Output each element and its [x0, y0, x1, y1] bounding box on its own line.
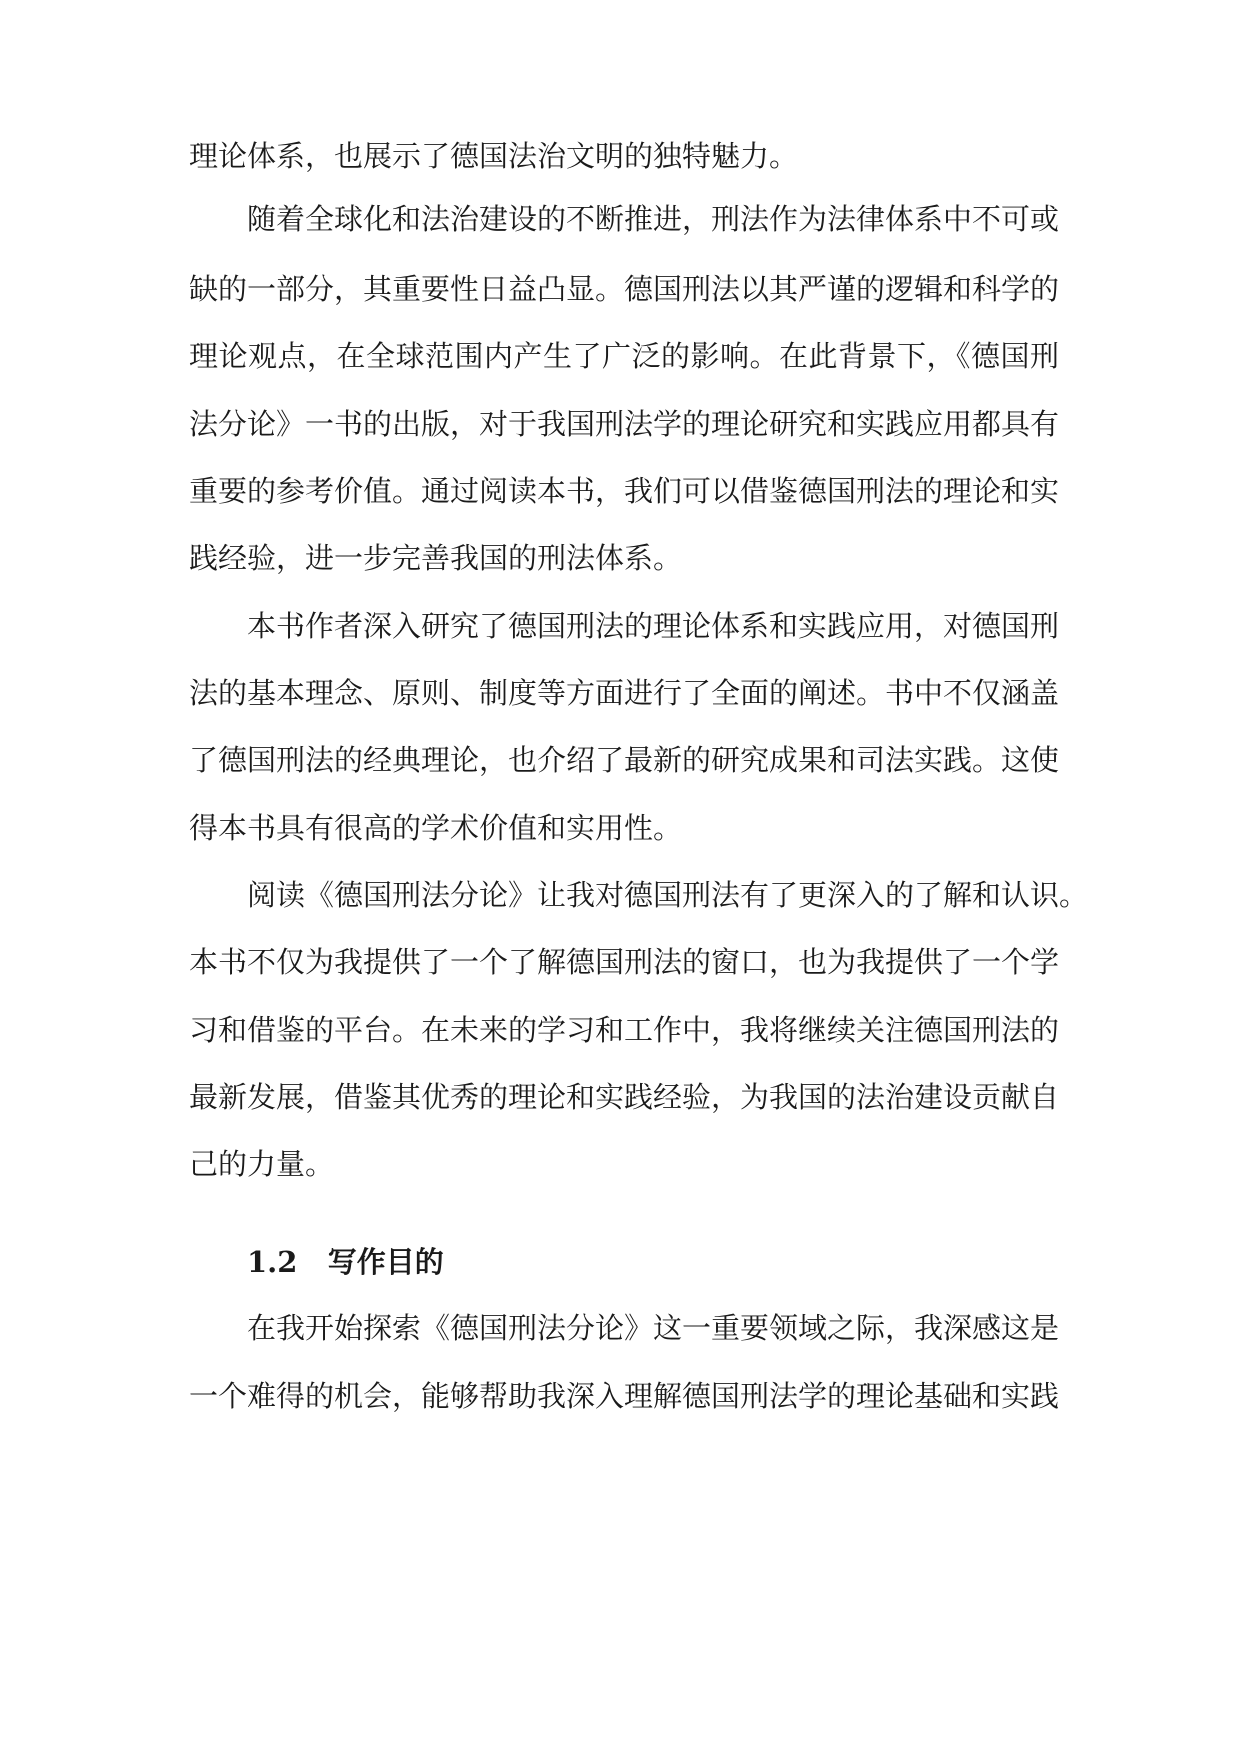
paragraph-line: 理论体系，也展示了德国法治文明的独特魅力。: [189, 139, 799, 173]
paragraph-line: 缺的一部分，其重要性日益凸显。德国刑法以其严谨的逻辑和科学的: [189, 272, 1060, 306]
paragraph-line: 一个难得的机会，能够帮助我深入理解德国刑法学的理论基础和实践: [189, 1379, 1060, 1413]
paragraph-line: 本书作者深入研究了德国刑法的理论体系和实践应用，对德国刑: [247, 609, 1060, 643]
paragraph-line: 得本书具有很高的学术价值和实用性。: [189, 811, 683, 845]
paragraph-line: 最新发展，借鉴其优秀的理论和实践经验，为我国的法治建设贡献自: [189, 1080, 1060, 1114]
section-number: 1.2: [247, 1245, 298, 1279]
paragraph-line: 阅读《德国刑法分论》让我对德国刑法有了更深入的了解和认识。: [247, 878, 1089, 912]
paragraph-line: 重要的参考价值。通过阅读本书，我们可以借鉴德国刑法的理论和实: [189, 474, 1060, 508]
paragraph-line: 了德国刑法的经典理论，也介绍了最新的研究成果和司法实践。这使: [189, 743, 1060, 777]
paragraph-line: 习和借鉴的平台。在未来的学习和工作中，我将继续关注德国刑法的: [189, 1013, 1060, 1047]
paragraph-line: 随着全球化和法治建设的不断推进，刑法作为法律体系中不可或: [247, 202, 1060, 236]
paragraph-line: 践经验，进一步完善我国的刑法体系。: [189, 541, 683, 575]
paragraph-line: 本书不仅为我提供了一个了解德国刑法的窗口，也为我提供了一个学: [189, 945, 1060, 979]
paragraph-line: 法的基本理念、原则、制度等方面进行了全面的阐述。书中不仅涵盖: [189, 676, 1060, 710]
paragraph-line: 己的力量。: [189, 1147, 335, 1181]
section-heading: [247, 1237, 444, 1287]
paragraph-line: 法分论》一书的出版，对于我国刑法学的理论研究和实践应用都具有: [189, 407, 1060, 441]
section-title: 写作目的: [327, 1245, 444, 1279]
paragraph-line: 在我开始探索《德国刑法分论》这一重要领域之际，我深感这是: [247, 1311, 1060, 1345]
paragraph-line: 理论观点，在全球范围内产生了广泛的影响。在此背景下，《德国刑: [189, 339, 1059, 373]
